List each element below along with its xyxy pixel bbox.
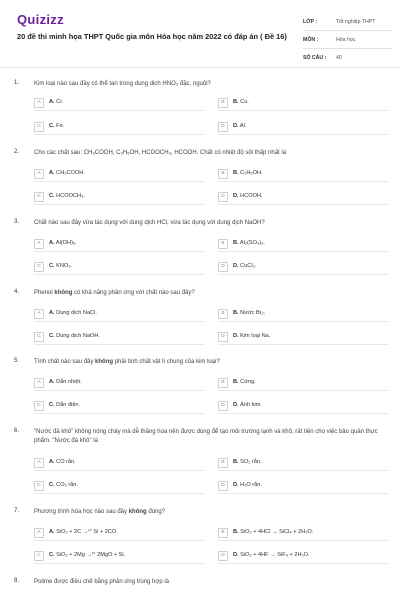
- question-number: 3.: [14, 219, 20, 225]
- option-letter-box: D: [218, 481, 228, 491]
- question-number: 1.: [14, 80, 20, 86]
- option-text: A. Dẫn nhiệt.: [49, 379, 82, 385]
- option-letter-box: A: [34, 98, 44, 108]
- option-text: D. H₂O rắn.: [233, 482, 262, 488]
- option-text: D. CuCl₂.: [233, 263, 257, 269]
- question-text: Chất nào sau đây vừa tác dụng với dung dịch HCl, vừa tác dụng với dung dịch NaOH?: [34, 220, 265, 226]
- meta-value: Tốt nghiệp THPT: [336, 18, 376, 25]
- option-a[interactable]: [34, 527, 204, 541]
- meta-info: [303, 13, 393, 66]
- option-c[interactable]: [34, 550, 204, 564]
- option-a[interactable]: [34, 97, 204, 111]
- meta-key: LỚP :: [303, 18, 318, 25]
- option-text: C. KNO₃.: [49, 263, 73, 269]
- option-text: C. HCOOCH₃.: [49, 193, 85, 199]
- option-letter-box: C: [34, 122, 44, 132]
- option-letter-box: D: [218, 192, 228, 202]
- option-letter-box: B: [218, 309, 228, 319]
- option-text: C. SiO₂ + 2Mg →ᵗ° 2MgO + Si.: [49, 552, 126, 558]
- meta-row-subject: [303, 31, 393, 49]
- question-text: Tính chất nào sau đây không phải tính chất vật lí chung của kim loại?: [34, 359, 220, 365]
- question-text: Phenol không có khả năng phản ứng với chất nào sau đây?: [34, 290, 195, 296]
- question-number: 4.: [14, 289, 20, 295]
- question-number: 2.: [14, 149, 20, 155]
- option-c[interactable]: [34, 480, 204, 494]
- option-letter-box: D: [218, 122, 228, 132]
- meta-value: Hóa học: [336, 36, 356, 43]
- option-d[interactable]: [218, 191, 388, 205]
- option-text: D. Kim loại Na.: [233, 333, 271, 339]
- question-text: Kim loại nào sau đây có thể tan trong dung dịch HNO₃ đặc, nguội?: [34, 81, 211, 87]
- option-letter-box: C: [34, 332, 44, 342]
- option-text: B. Cứng.: [233, 379, 256, 385]
- option-c[interactable]: [34, 331, 204, 345]
- option-b[interactable]: [218, 527, 388, 541]
- option-text: C. Dung dịch NaOH.: [49, 333, 100, 339]
- option-letter-box: A: [34, 458, 44, 468]
- option-text: D. Ánh kim.: [233, 402, 262, 408]
- option-letter-box: D: [218, 332, 228, 342]
- option-letter-box: B: [218, 98, 228, 108]
- option-c[interactable]: [34, 400, 204, 414]
- option-d[interactable]: [218, 400, 388, 414]
- option-letter-box: B: [218, 169, 228, 179]
- option-a[interactable]: [34, 457, 204, 471]
- option-text: B. SO₂ rắn.: [233, 459, 262, 465]
- option-d[interactable]: [218, 121, 388, 135]
- option-letter-box: C: [34, 262, 44, 272]
- option-a[interactable]: [34, 168, 204, 182]
- option-letter-box: C: [34, 401, 44, 411]
- option-text: A. CH₃COOH.: [49, 170, 85, 176]
- option-letter-box: C: [34, 481, 44, 491]
- option-letter-box: C: [34, 551, 44, 561]
- option-d[interactable]: [218, 261, 388, 275]
- option-letter-box: B: [218, 378, 228, 388]
- option-letter-box: D: [218, 551, 228, 561]
- option-letter-box: D: [218, 262, 228, 272]
- meta-key: MÔN :: [303, 36, 319, 43]
- option-b[interactable]: [218, 168, 388, 182]
- option-a[interactable]: [34, 238, 204, 252]
- option-letter-box: C: [34, 192, 44, 202]
- option-letter-box: A: [34, 378, 44, 388]
- option-b[interactable]: [218, 377, 388, 391]
- question-text: "Nước đá khô" không nóng chảy mà dễ thăng hoa nên được dùng để tạo môi trường lạnh và khô, rất tiện cho việc bảo quản thực phẩm. "Nước đá khô" là: [34, 429, 378, 444]
- option-text: B. SiO₂ + 4HCl → SiCl₄ + 2H₂O.: [233, 529, 314, 535]
- meta-row-class: [303, 13, 393, 31]
- option-text: D. HCOOH.: [233, 193, 263, 199]
- option-text: B. Cu.: [233, 99, 249, 105]
- option-b[interactable]: [218, 457, 388, 471]
- meta-key: SỐ CÂU :: [303, 54, 327, 61]
- option-d[interactable]: [218, 550, 388, 564]
- question-text: Polime được điều chế bằng phản ứng trùng hợp là: [34, 579, 169, 585]
- option-letter-box: A: [34, 169, 44, 179]
- option-b[interactable]: [218, 97, 388, 111]
- option-text: A. Dung dịch NaCl.: [49, 310, 97, 316]
- header-divider: [0, 67, 400, 68]
- option-letter-box: A: [34, 528, 44, 538]
- question-number: 7.: [14, 508, 20, 514]
- option-d[interactable]: [218, 480, 388, 494]
- option-letter-box: A: [34, 239, 44, 249]
- option-text: D. Al.: [233, 123, 247, 129]
- option-text: B. C₂H₅OH.: [233, 170, 263, 176]
- page-title: 20 đề thi minh họa THPT Quốc gia môn Hóa học năm 2022 có đáp án ( Đề 16): [17, 32, 287, 41]
- question-text: Phương trình hóa học nào sau đây không đúng?: [34, 509, 166, 515]
- option-text: D. SiO₂ + 4HF → SiF₄ + 2H₂O.: [233, 552, 310, 558]
- option-b[interactable]: [218, 238, 388, 252]
- option-d[interactable]: [218, 331, 388, 345]
- option-b[interactable]: [218, 308, 388, 322]
- option-text: B. Nước Br₂.: [233, 310, 266, 316]
- option-letter-box: A: [34, 309, 44, 319]
- option-c[interactable]: [34, 191, 204, 205]
- option-c[interactable]: [34, 121, 204, 135]
- option-text: A. CO rắn.: [49, 459, 76, 465]
- option-text: C. Fe.: [49, 123, 65, 129]
- question-number: 8.: [14, 578, 20, 584]
- option-a[interactable]: [34, 377, 204, 391]
- option-text: A. SiO₂ + 2C →ᵗ° Si + 2CO.: [49, 529, 118, 535]
- meta-row-count: [303, 49, 393, 66]
- question-number: 6.: [14, 428, 20, 434]
- option-text: A. Al(OH)₃.: [49, 240, 77, 246]
- option-text: C. CO₂ rắn.: [49, 482, 78, 488]
- meta-value: 40: [336, 54, 342, 61]
- question-text: Cho các chất sau: CH₃COOH, C₂H₅OH, HCOOCH₃, HCOOH. Chất có nhiệt độ sôi thấp nhất là: [34, 150, 287, 156]
- page-header: [0, 0, 400, 66]
- option-text: A. Cr.: [49, 99, 64, 105]
- question-number: 5.: [14, 358, 20, 364]
- option-letter-box: B: [218, 528, 228, 538]
- option-letter-box: B: [218, 239, 228, 249]
- option-letter-box: D: [218, 401, 228, 411]
- option-letter-box: B: [218, 458, 228, 468]
- option-text: B. Al₂(SO₄)₃.: [233, 240, 265, 246]
- quizizz-logo: Quizizz: [17, 12, 64, 27]
- option-text: C. Dẫn điện.: [49, 402, 81, 408]
- option-a[interactable]: [34, 308, 204, 322]
- option-c[interactable]: [34, 261, 204, 275]
